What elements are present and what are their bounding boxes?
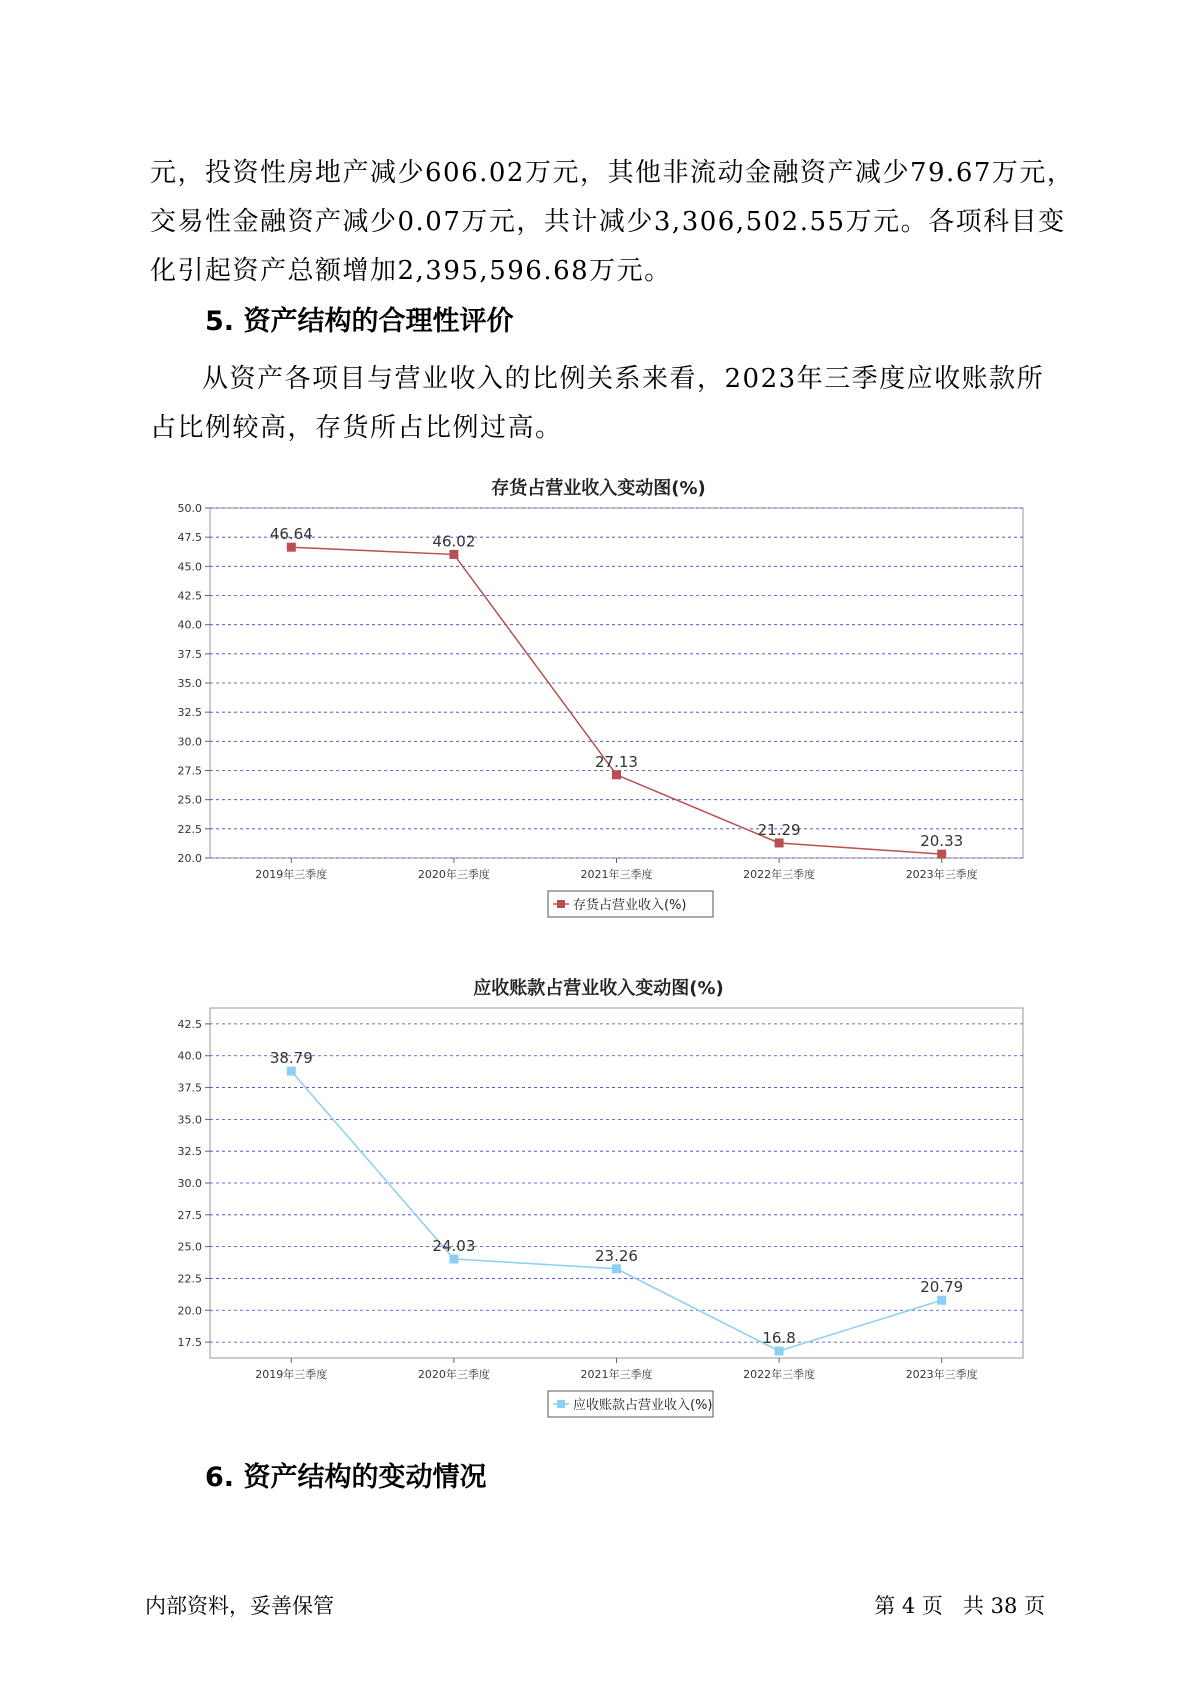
legend-marker [557, 1400, 565, 1408]
y-tick-label: 20.0 [177, 1304, 202, 1318]
x-tick-label: 2023年三季度 [905, 1368, 978, 1381]
data-label: 23.26 [595, 1246, 638, 1265]
data-label: 21.29 [757, 820, 801, 839]
chart-title: 应收账款占营业收入变动图(%) [473, 978, 724, 999]
y-tick-label: 35.0 [177, 1113, 202, 1127]
y-tick-label: 30.0 [177, 1177, 202, 1190]
data-point [937, 850, 946, 859]
y-tick-label: 27.5 [177, 764, 202, 778]
receivables-ratio-chart [0, 970, 1191, 1430]
y-tick-label: 42.5 [177, 1017, 202, 1031]
x-tick-label: 2019年三季度 [255, 1368, 328, 1381]
y-tick-label: 30.0 [177, 735, 202, 749]
y-tick-label: 40.0 [177, 618, 202, 632]
paragraph-line: 元，投资性房地产减少606.02万元，其他非流动金融资产减少79.67万元， [150, 158, 1075, 188]
y-tick-label: 50.0 [177, 502, 202, 515]
y-tick-label: 27.5 [177, 1208, 202, 1222]
y-tick-label: 22.5 [177, 1272, 202, 1286]
y-tick-label: 25.0 [177, 793, 202, 807]
data-point [775, 838, 784, 847]
paragraph-line: 化引起资产总额增加2,395,596.68万元。 [150, 256, 672, 286]
y-tick-label: 45.0 [177, 560, 202, 574]
data-point [612, 1264, 621, 1273]
data-label: 38.79 [269, 1049, 313, 1068]
x-tick-label: 2021年三季度 [580, 868, 653, 881]
x-tick-label: 2021年三季度 [580, 1368, 653, 1381]
paragraph-line: 交易性金融资产减少0.07万元，共计减少3,306,502.55万元。各项科目变 [150, 207, 1066, 237]
paragraph-line: 从资产各项目与营业收入的比例关系来看，2023年三季度应收账款所 [202, 364, 1045, 394]
x-tick-label: 2022年三季度 [743, 1368, 816, 1381]
section-heading-5: 5. 资产结构的合理性评价 [205, 306, 514, 337]
y-tick-label: 40.0 [177, 1049, 202, 1063]
y-tick-label: 47.5 [177, 531, 202, 545]
x-tick-label: 2022年三季度 [743, 868, 816, 881]
x-tick-label: 2023年三季度 [905, 868, 978, 881]
y-tick-label: 32.5 [177, 1145, 202, 1159]
data-point [287, 1067, 296, 1076]
x-tick-label: 2020年三季度 [417, 1368, 490, 1381]
y-tick-label: 25.0 [177, 1240, 202, 1254]
footer-confidential-note: 内部资料，妥善保管 [145, 1594, 334, 1618]
data-label: 46.02 [432, 532, 476, 551]
data-point [937, 1296, 946, 1305]
legend-label: 存货占营业收入(%) [573, 898, 687, 913]
data-point [287, 543, 296, 552]
data-label: 24.03 [432, 1236, 476, 1255]
footer-page-number: 第 4 页 共 38 页 [874, 1594, 1045, 1618]
y-tick-label: 42.5 [177, 589, 202, 603]
data-point [449, 550, 458, 559]
legend [548, 1391, 713, 1417]
data-point [612, 770, 621, 779]
x-tick-label: 2019年三季度 [255, 868, 328, 881]
legend-marker [557, 900, 565, 908]
y-tick-label: 37.5 [177, 1081, 202, 1095]
y-tick-label: 32.5 [177, 706, 202, 720]
data-point [449, 1254, 458, 1263]
inventory-ratio-chart [0, 470, 1191, 930]
paragraph-structure-evaluation [150, 355, 1050, 453]
data-label: 27.13 [595, 752, 638, 771]
chart-title: 存货占营业收入变动图(%) [491, 478, 706, 499]
y-tick-label: 17.5 [177, 1336, 202, 1350]
data-label: 20.33 [920, 832, 964, 851]
section-heading-6: 6. 资产结构的变动情况 [205, 1462, 487, 1493]
y-tick-label: 35.0 [177, 677, 202, 690]
data-label: 16.8 [762, 1329, 796, 1347]
paragraph-line: 占比例较高，存货所占比例过高。 [150, 413, 563, 443]
data-label: 46.64 [269, 525, 313, 544]
data-label: 20.79 [920, 1278, 964, 1297]
data-point [775, 1347, 784, 1356]
legend-label: 应收账款占营业收入(%) [573, 1398, 713, 1413]
y-tick-label: 20.0 [177, 852, 202, 865]
y-tick-label: 22.5 [177, 822, 202, 836]
y-tick-label: 37.5 [177, 647, 202, 661]
legend [548, 891, 713, 917]
x-tick-label: 2020年三季度 [417, 868, 490, 881]
paragraph-asset-change [150, 149, 1075, 296]
